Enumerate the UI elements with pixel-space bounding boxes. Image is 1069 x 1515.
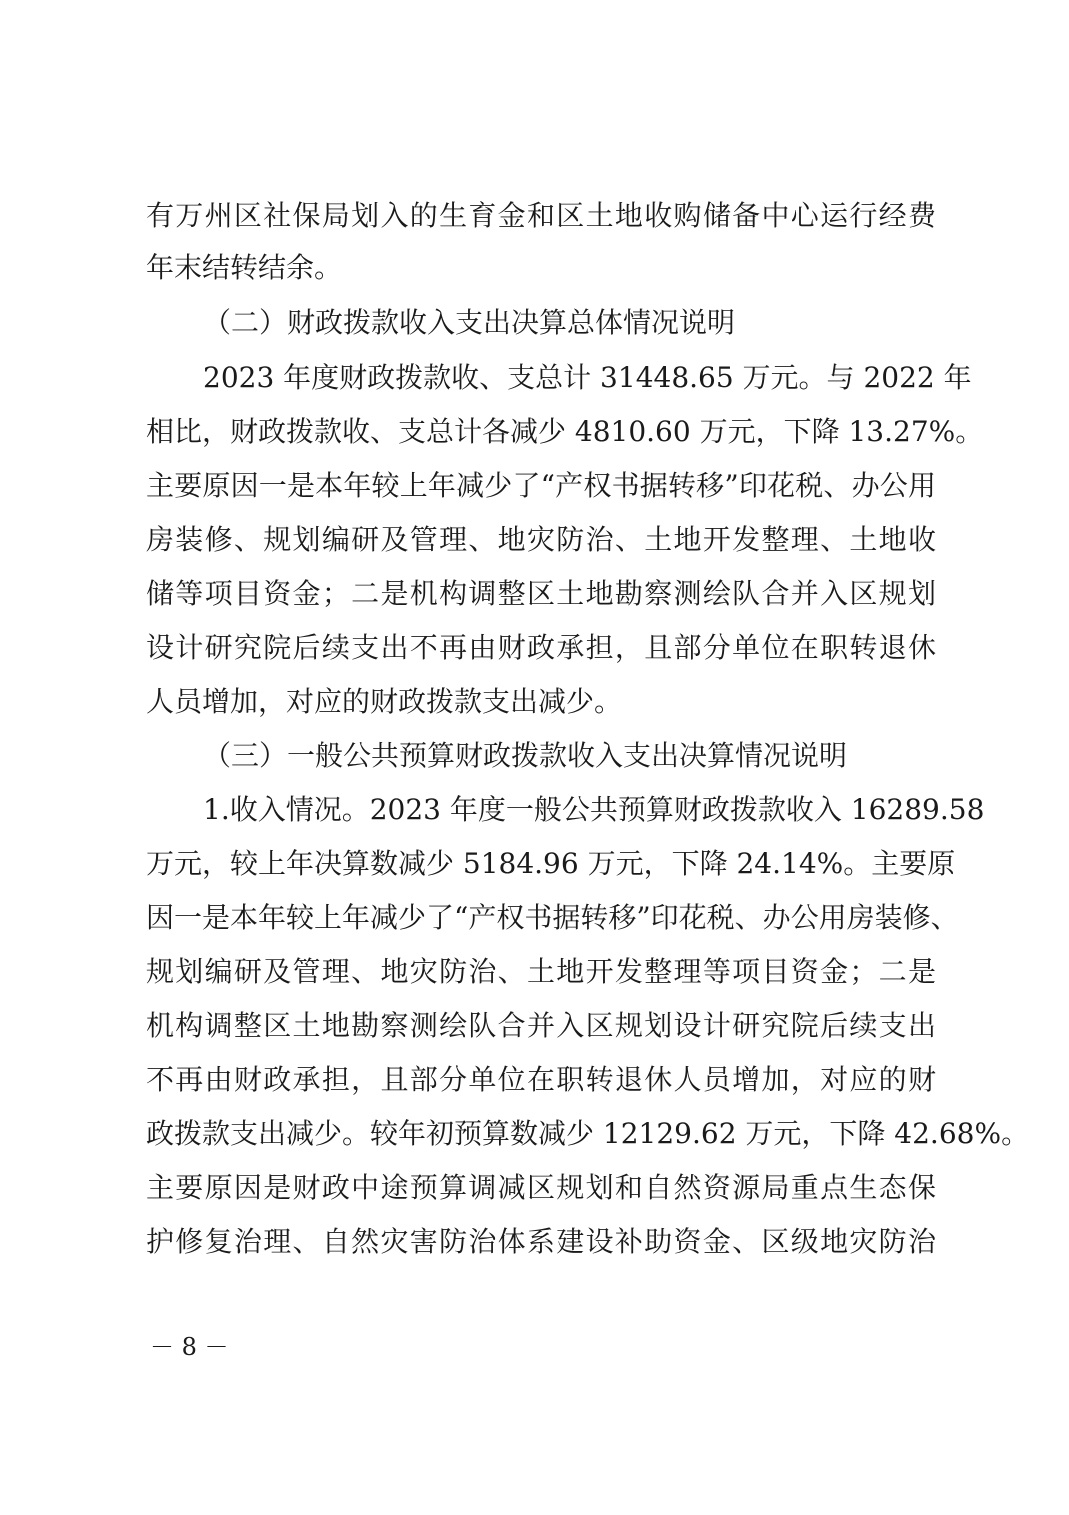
body-line-10: 1.收入情况。2023 年度一般公共预算财政拨款收入 16289.58 — [203, 793, 985, 826]
body-line-11: 万元，较上年决算数减少 5184.96 万元，下降 24.14%。主要原 — [146, 847, 956, 880]
body-line-6: 房装修、规划编研及管理、地灾防治、土地开发整理、土地收 — [146, 523, 936, 556]
body-line-3: 2023 年度财政拨款收、支总计 31448.65 万元。与 2022 年 — [203, 361, 972, 394]
body-line-8: 设计研究院后续支出不再由财政承担，且部分单位在职转退休 — [146, 631, 936, 664]
page-number: － 8 － — [150, 1333, 229, 1361]
body-line-18: 护修复治理、自然灾害防治体系建设补助资金、区级地灾防治 — [146, 1225, 936, 1258]
body-line-14: 机构调整区土地勘察测绘队合并入区规划设计研究院后续支出 — [146, 1009, 936, 1042]
body-line-17: 主要原因是财政中途预算调减区规划和自然资源局重点生态保 — [146, 1171, 936, 1204]
body-line-16: 政拨款支出减少。较年初预算数减少 12129.62 万元，下降 42.68%。 — [146, 1117, 1030, 1150]
body-line-12: 因一是本年较上年减少了“产权书据转移”印花税、办公用房装修、 — [146, 901, 959, 934]
body-line-4: 相比，财政拨款收、支总计各减少 4810.60 万元，下降 13.27%。 — [146, 415, 984, 448]
body-line-2: 年末结转结余。 — [146, 251, 343, 284]
body-line-5: 主要原因一是本年较上年减少了“产权书据转移”印花税、办公用 — [146, 469, 936, 502]
body-line-7: 储等项目资金；二是机构调整区土地勘察测绘队合并入区规划 — [146, 577, 936, 610]
body-line-9: 人员增加，对应的财政拨款支出减少。 — [146, 685, 623, 718]
section-heading-3: （三）一般公共预算财政拨款收入支出决算情况说明 — [203, 739, 848, 772]
body-line-13: 规划编研及管理、地灾防治、土地开发整理等项目资金；二是 — [146, 955, 936, 988]
section-heading-2: （二）财政拨款收入支出决算总体情况说明 — [203, 306, 736, 339]
body-line-1: 有万州区社保局划入的生育金和区土地收购储备中心运行经费 — [146, 199, 936, 232]
body-line-15: 不再由财政承担，且部分单位在职转退休人员增加，对应的财 — [146, 1063, 936, 1096]
